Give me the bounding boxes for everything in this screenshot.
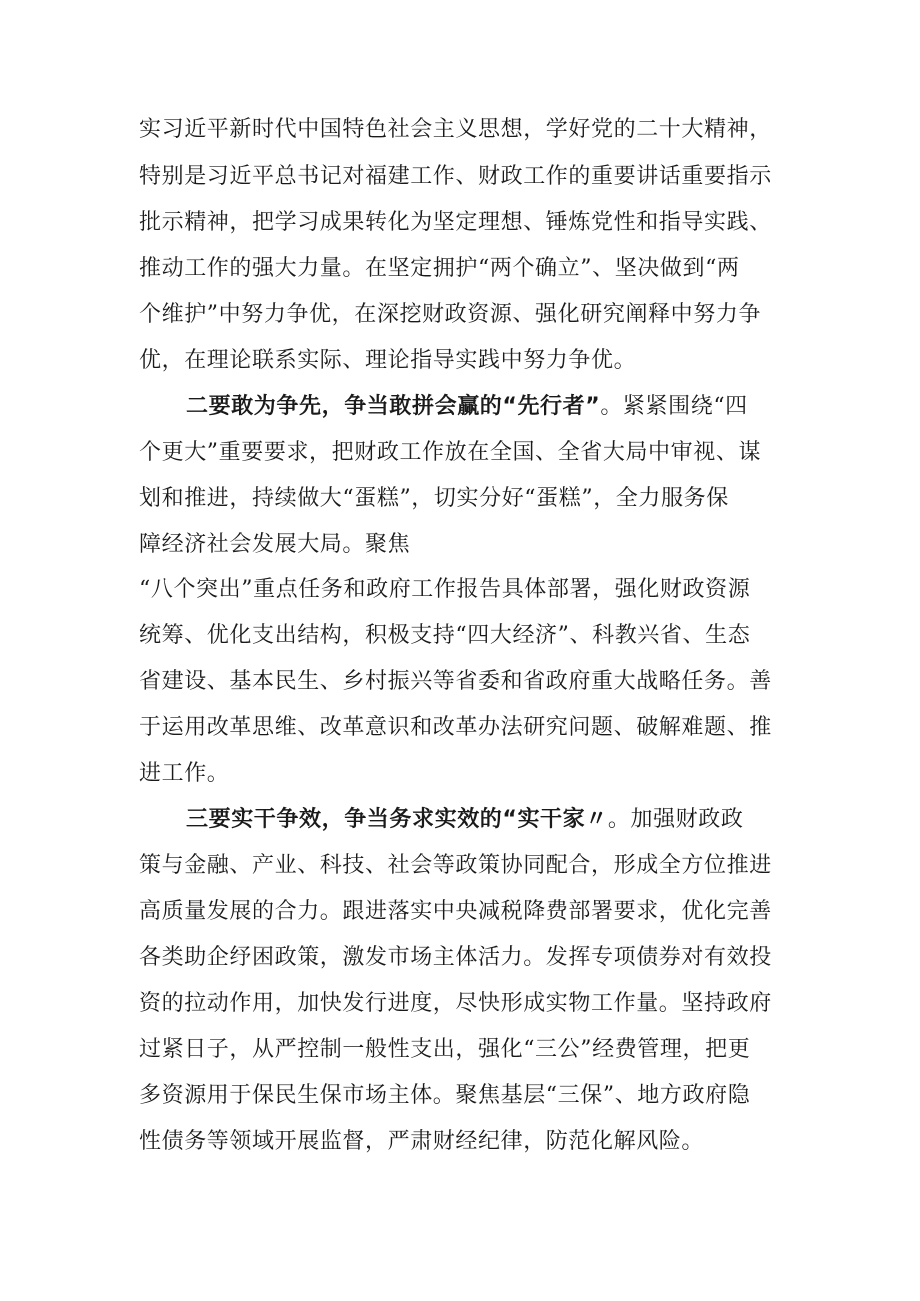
paragraph-1-line-4: 推动工作的强大力量。在坚定拥护“两个确立”、坚决做到“两 (139, 256, 740, 281)
paragraph-3-heading: 三要实干争效，争当务求实效的“实干家〃 (186, 807, 608, 832)
paragraph-2-first-line (186, 391, 806, 423)
paragraph-2-line-4: “八个突出”重点任务和政府工作报告具体部署，强化财政资源 (139, 577, 751, 602)
paragraph-2-heading-tail: 。紧紧围绕“四 (600, 394, 748, 419)
paragraph-2-line-1: 个更大”重要要求，把财政工作放在全国、全省大局中审视、谋 (139, 440, 762, 465)
paragraph-2-line-2: 划和推进，持续做大“蛋糕”，切实分好“蛋糕”，全力服务保 (139, 486, 729, 511)
paragraph-2-line-7: 于运用改革思维、改革意识和改革办法研究问题、破解难题、推 (139, 715, 772, 740)
paragraph-2-line-6: 省建设、基本民生、乡村振兴等省委和省政府重大战略任务。善 (139, 669, 772, 694)
paragraph-2-line-3: 障经济社会发展大局。聚焦 (139, 532, 411, 557)
paragraph-2-heading: 二要敢为争先，争当敢拼会赢的“先行者” (186, 394, 601, 419)
paragraph-3-line-1: 策与金融、产业、科技、社会等政策协同配合，形成全方位推进 (139, 853, 772, 878)
paragraph-3-heading-tail: 。加强财政政 (607, 807, 744, 832)
paragraph-3-line-5: 过紧日子，从严控制一般性支出，强化“三公”经费管理，把更 (139, 1037, 751, 1062)
paragraph-3-line-2: 高质量发展的合力。跟进落实中央减税降费部署要求，优化完善 (139, 899, 772, 924)
paragraph-3-line-4: 资的拉动作用，加快发行进度，尽快形成实物工作量。坚持政府 (139, 991, 772, 1016)
paragraph-2-line-5: 统筹、优化支出结构，积极支持“四大经济”、科教兴省、生态 (139, 623, 751, 648)
paragraph-1-line-1: 实习近平新时代中国特色社会主义思想，学好党的二十大精神， (139, 117, 772, 142)
paragraph-1-line-2: 特别是习近平总书记对福建工作、财政工作的重要讲话重要指示 (139, 164, 772, 189)
paragraph-3-line-3: 各类助企纾困政策，激发市场主体活力。发挥专项债券对有效投 (139, 945, 772, 970)
paragraph-1-line-6: 优，在理论联系实际、理论指导实践中努力争优。 (139, 348, 637, 373)
paragraph-3-line-6: 多资源用于保民生保市场主体。聚焦基层“三保”、地方政府隐 (139, 1083, 751, 1108)
paragraph-3-line-7: 性债务等领域开展监督，严肃财经纪律，防范化解风险。 (139, 1129, 705, 1154)
paragraph-1-line-5: 个维护”中努力争优，在深挖财政资源、强化研究阐释中努力争 (139, 302, 762, 327)
paragraph-2-line-8: 进工作。 (139, 761, 230, 786)
paragraph-1-line-3: 批示精神，把学习成果转化为坚定理想、锤炼党性和指导实践、 (139, 210, 772, 235)
paragraph-3-first-line (186, 804, 806, 836)
